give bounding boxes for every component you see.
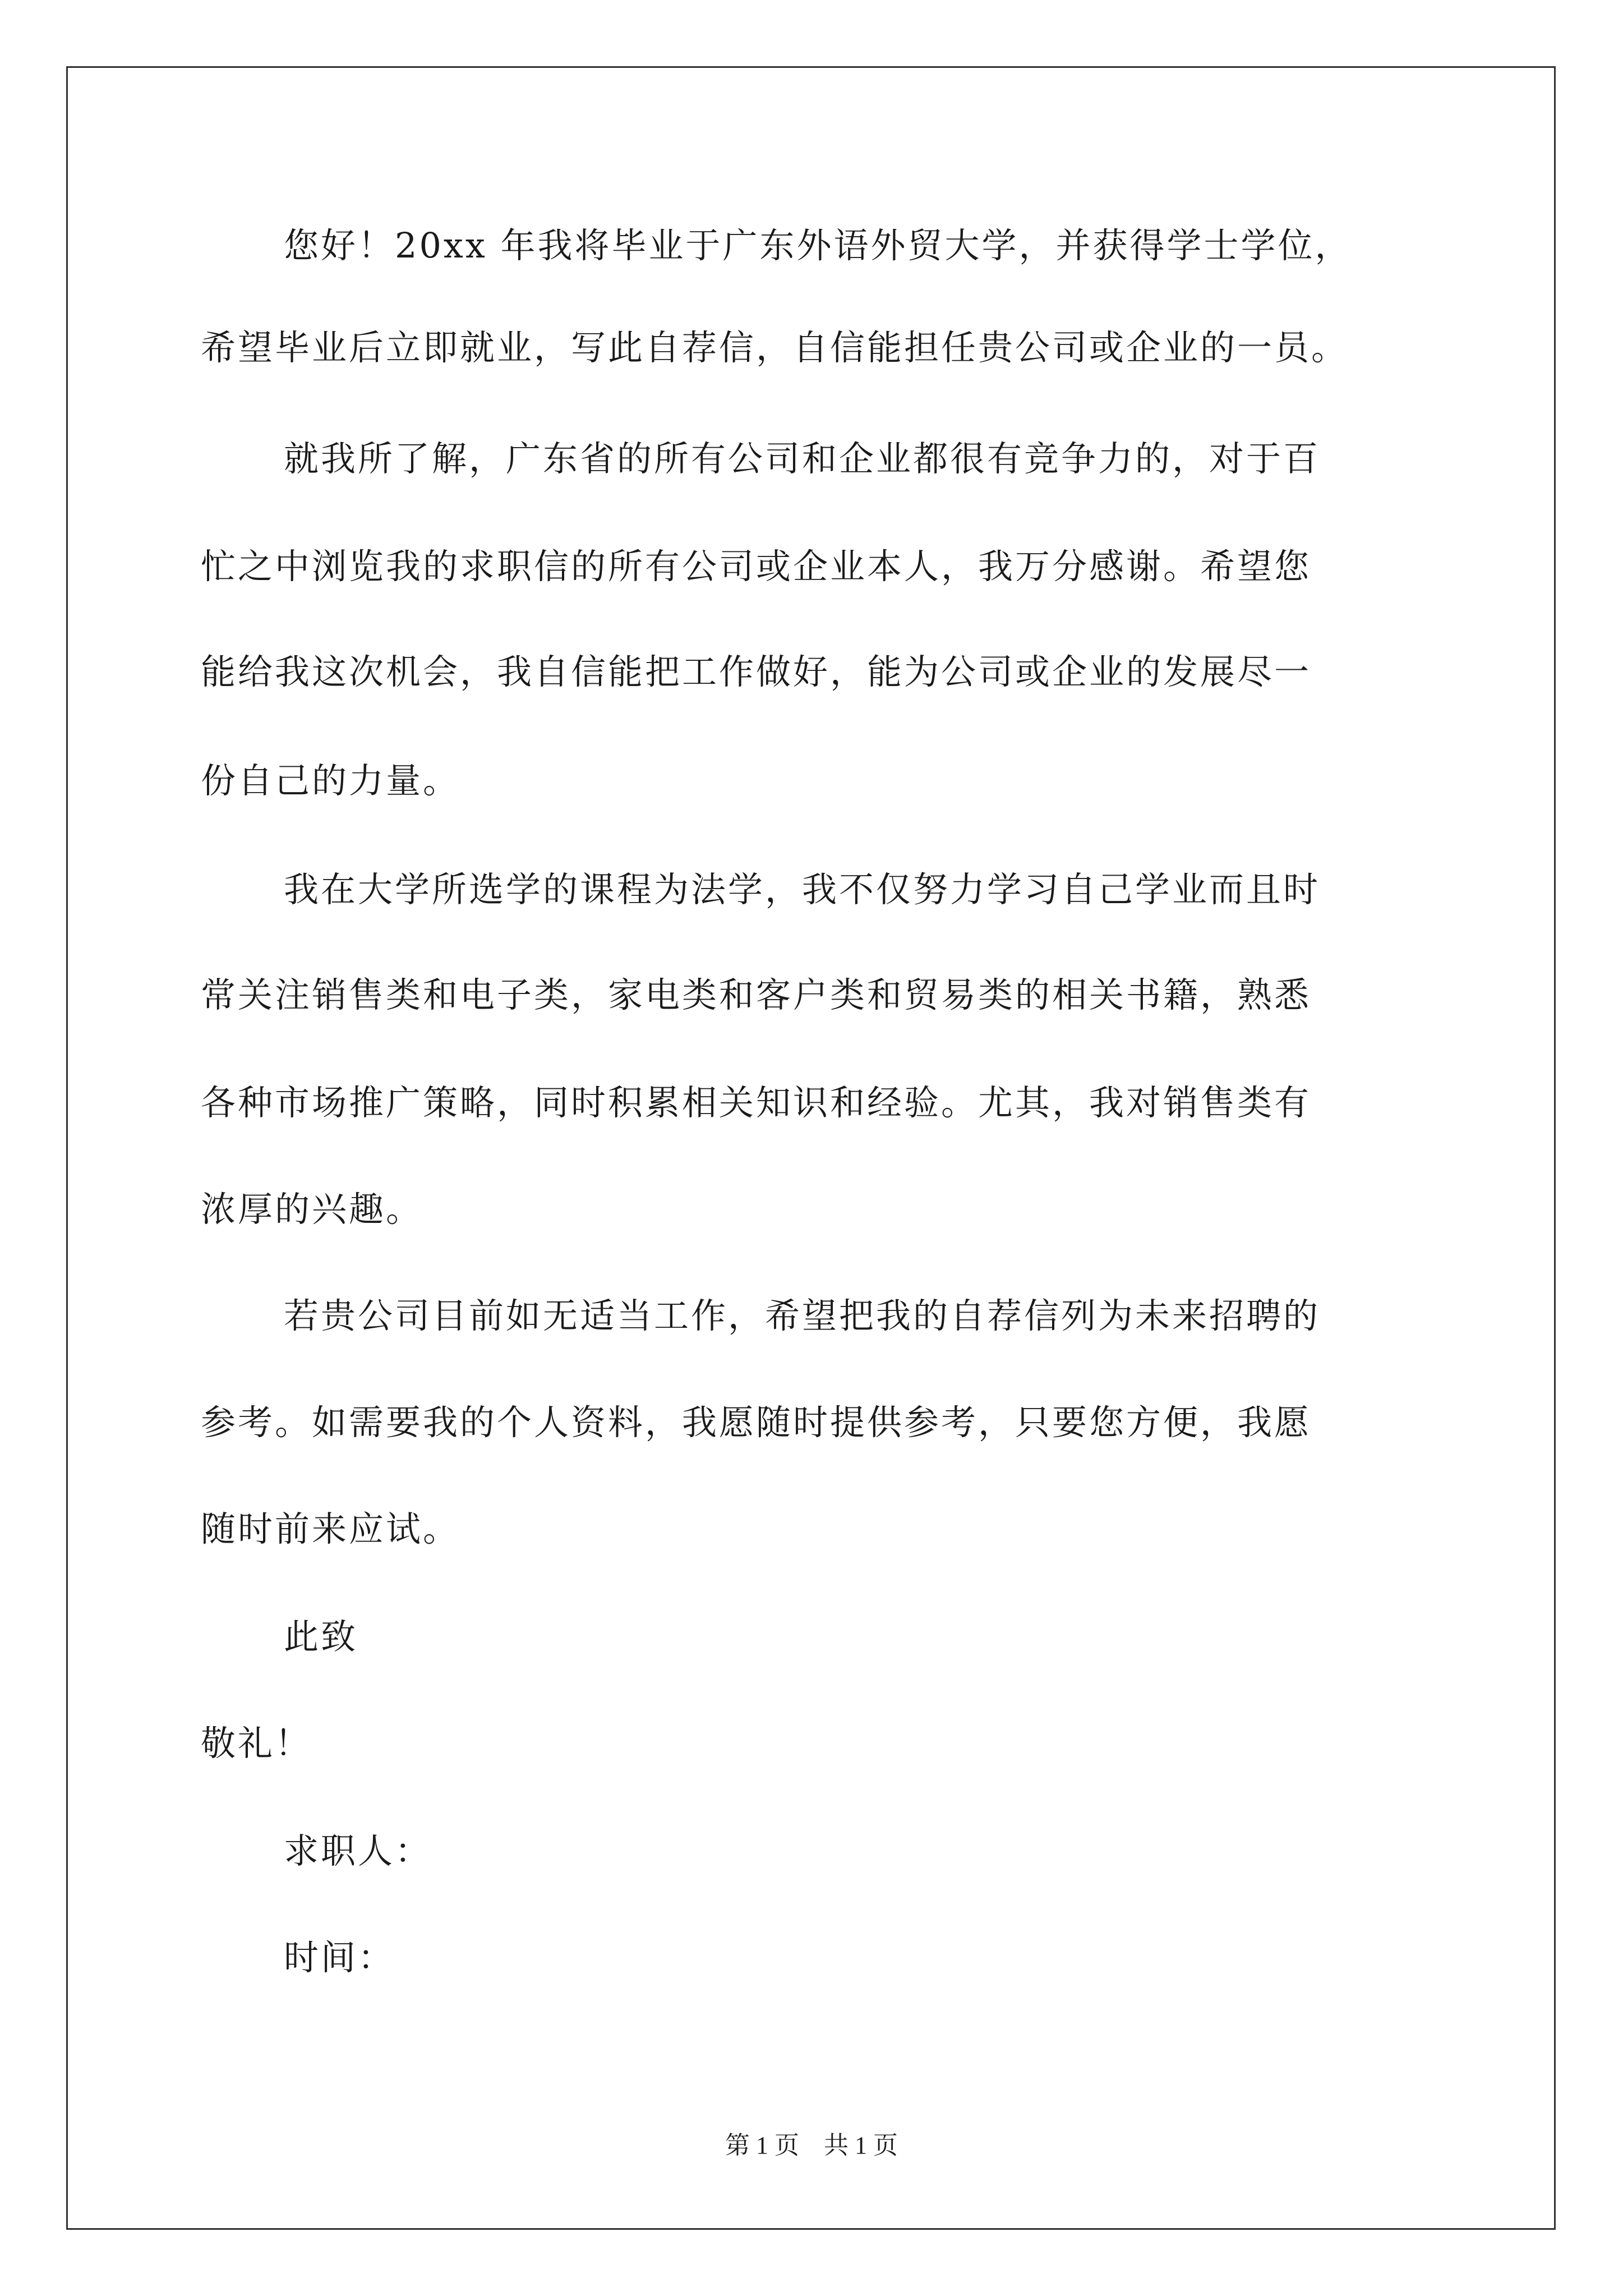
letter-line: 随时前来应试。 bbox=[201, 1508, 460, 1549]
letter-line: 各种市场推广策略，同时积累相关知识和经验。尤其，我对销售类有 bbox=[201, 1082, 1312, 1123]
letter-line: 若贵公司目前如无适当工作，希望把我的自荐信列为未来招聘的 bbox=[284, 1295, 1321, 1336]
letter-line: 忙之中浏览我的求职信的所有公司或企业本人，我万分感谢。希望您 bbox=[201, 546, 1312, 587]
letter-line: 份自己的力量。 bbox=[201, 760, 460, 801]
letter-line: 参考。如需要我的个人资料，我愿随时提供参考，只要您方便，我愿 bbox=[201, 1402, 1312, 1443]
letter-line: 您好！20xx 年我将毕业于广东外语外贸大学，并获得学士学位， bbox=[284, 225, 1352, 266]
page-number-footer: 第 1 页 共 1 页 bbox=[725, 2132, 898, 2159]
letter-line: 能给我这次机会，我自信能把工作做好，能为公司或企业的发展尽一 bbox=[201, 651, 1312, 692]
letter-line: 我在大学所选学的课程为法学，我不仅努力学习自己学业而且时 bbox=[284, 869, 1321, 910]
letter-line: 就我所了解，广东省的所有公司和企业都很有竞争力的，对于百 bbox=[284, 438, 1321, 479]
letter-line: 希望毕业后立即就业，写此自荐信，自信能担任贵公司或企业的一员。 bbox=[201, 327, 1349, 368]
date-label: 时间： bbox=[284, 1937, 395, 1978]
letter-line: 常关注销售类和电子类，家电类和客户类和贸易类的相关书籍，熟悉 bbox=[201, 974, 1312, 1015]
letter-line: 浓厚的兴趣。 bbox=[201, 1189, 423, 1230]
page-border bbox=[66, 66, 1556, 2230]
applicant-label: 求职人： bbox=[284, 1830, 432, 1871]
salutation-line: 敬礼！ bbox=[201, 1723, 312, 1764]
closing-line: 此致 bbox=[284, 1616, 358, 1657]
